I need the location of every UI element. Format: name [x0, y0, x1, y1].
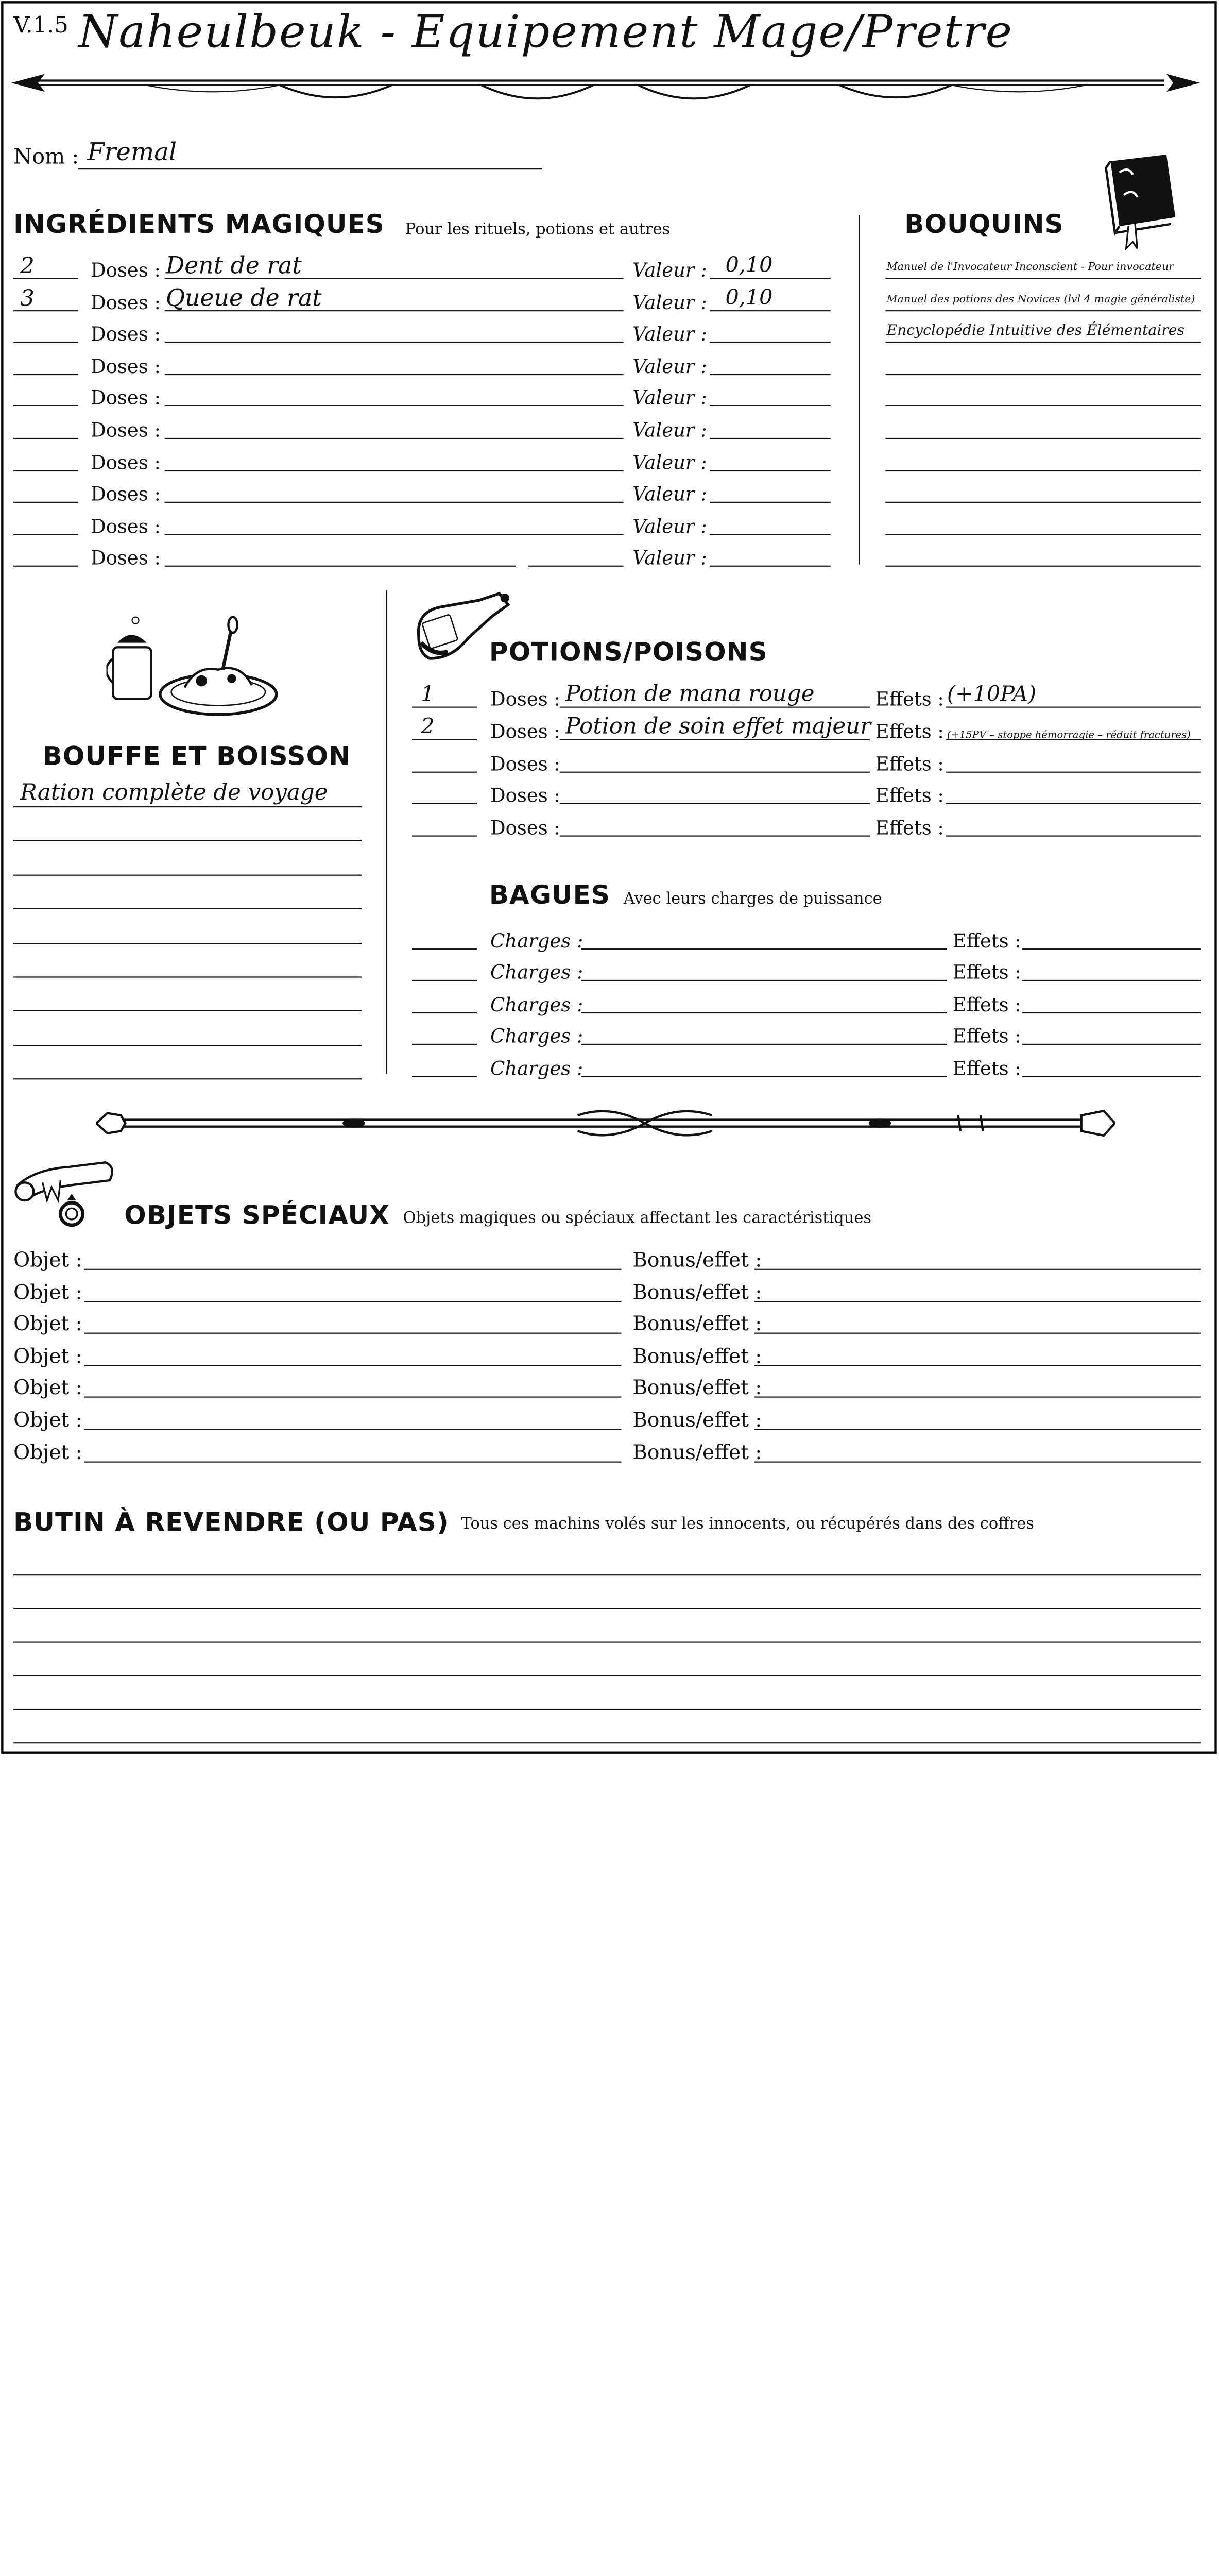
ring-effect-line — [1022, 948, 1201, 950]
ring-effects-label: Effets : — [952, 962, 1021, 985]
loot-line — [13, 1608, 1201, 1609]
ingredient-doses-label: Doses : — [91, 324, 161, 347]
ingredient-value-line — [710, 406, 831, 407]
ring-charges-label: Charges : — [490, 994, 583, 1017]
loot-line — [13, 1641, 1201, 1642]
ingredient-value[interactable]: 0,10 — [725, 253, 773, 278]
potion-effect-line — [946, 771, 1201, 772]
special-object-label: Objet : — [13, 1409, 82, 1433]
special-object-line — [84, 1301, 621, 1302]
ring-effects-label: Effets : — [952, 1026, 1021, 1048]
ingredient-value-label: Valeur : — [632, 292, 707, 314]
ring-charges-label: Charges : — [490, 962, 583, 985]
ingredient-value-label: Valeur : — [632, 484, 707, 506]
ingredient-name-line — [165, 566, 517, 567]
potion-doses-label: Doses : — [490, 721, 560, 743]
potion-qty-line — [412, 771, 477, 772]
loot-subtitle: Tous ces machins volés sur les innocents, ou récupérés dans des coffres — [461, 1515, 1034, 1533]
staff-divider-icon — [96, 1104, 1115, 1142]
rings-heading: BAGUES — [489, 881, 610, 911]
ingredient-doses-label: Doses : — [91, 484, 161, 506]
ingredient-value-line — [710, 502, 831, 503]
special-bonus-line — [754, 1397, 1201, 1398]
ring-qty-line — [412, 1076, 477, 1077]
ingredient-qty-line — [13, 502, 78, 503]
ingredient-doses-label: Doses : — [91, 387, 161, 411]
ingredient-doses-label: Doses : — [91, 260, 161, 282]
special-object-line — [84, 1269, 621, 1270]
ingredient-value-line — [710, 374, 831, 375]
ingredient-qty-line — [13, 374, 78, 375]
food-line — [13, 1079, 362, 1080]
ingredient-value-label: Valeur : — [632, 260, 707, 282]
ring-charges-label: Charges : — [490, 1058, 583, 1080]
potion-effects-label: Effets : — [875, 721, 944, 743]
ring-charges-line — [581, 1044, 947, 1045]
special-heading: OBJETS SPÉCIAUX — [124, 1201, 390, 1231]
food-line — [13, 976, 362, 977]
food-line — [13, 840, 362, 841]
rings-subtitle: Avec leurs charges de puissance — [623, 890, 882, 908]
food-line — [13, 908, 362, 909]
spear-divider-icon — [11, 65, 1200, 112]
special-object-label: Objet : — [13, 1248, 82, 1273]
ingredient-value-label: Valeur : — [632, 420, 707, 443]
ingredient-value-label: Valeur : — [632, 548, 707, 571]
potion-effect[interactable]: (+15PV – stoppe hémorragie – réduit fractures) — [947, 730, 1191, 741]
special-object-label: Objet : — [13, 1345, 82, 1368]
food-line — [13, 874, 362, 875]
ingredients-heading: INGRÉDIENTS MAGIQUES — [13, 210, 385, 240]
ingredient-value-line — [710, 566, 831, 567]
ingredient-value-line — [710, 310, 831, 311]
potions-heading: POTIONS/POISONS — [489, 638, 768, 668]
ring-effects-label: Effets : — [952, 1058, 1021, 1080]
ingredient-qty-line — [13, 278, 78, 279]
potion-effects-label: Effets : — [875, 688, 944, 711]
ingredient-name-line — [165, 470, 624, 471]
book-line — [885, 438, 1201, 439]
potion-qty[interactable]: 1 — [421, 682, 435, 707]
ring-charges-line — [581, 1076, 947, 1077]
version-label: V.1.5 — [13, 11, 68, 38]
ingredient-name-line — [165, 406, 624, 407]
ingredient-qty-line — [13, 534, 78, 535]
food-line — [13, 942, 362, 943]
potion-name-line — [560, 707, 870, 708]
special-object-line — [84, 1461, 621, 1462]
ingredient-name[interactable]: Dent de rat — [165, 252, 302, 279]
ingredient-name-line — [165, 534, 624, 535]
potion-qty-line — [412, 803, 477, 804]
ingredient-name-line — [165, 374, 624, 375]
ingredient-value-line — [710, 278, 831, 279]
potion-qty-line — [412, 836, 477, 837]
book-line — [885, 342, 1201, 343]
potion-doses-label: Doses : — [490, 785, 560, 808]
ingredient-value-label: Valeur : — [632, 355, 707, 379]
ingredients-subtitle: Pour les rituels, potions et autres — [405, 221, 671, 239]
book-line — [885, 502, 1201, 503]
name-label: Nom : — [13, 144, 79, 170]
books-heading: BOUQUINS — [904, 210, 1064, 240]
ring-effect-line — [1022, 1044, 1201, 1045]
special-object-line — [84, 1365, 621, 1366]
special-bonus-line — [754, 1429, 1201, 1430]
special-object-label: Objet : — [13, 1312, 82, 1336]
special-object-line — [84, 1333, 621, 1334]
potion-effect-line — [946, 836, 1201, 837]
ingredient-qty-line — [13, 310, 78, 311]
book-line — [885, 534, 1201, 535]
special-object-label: Objet : — [13, 1440, 82, 1465]
potion-name[interactable]: Potion de soin effet majeur — [565, 711, 871, 739]
ingredient-qty-line — [13, 438, 78, 439]
name-field[interactable]: Fremal — [87, 139, 177, 167]
ingredient-value-line — [710, 534, 831, 535]
potion-doses-label: Doses : — [490, 753, 560, 776]
page-title: Naheulbeuk - Equipement Mage/Pretre — [78, 7, 1014, 59]
ring-effect-line — [1022, 1012, 1201, 1013]
book-line — [885, 470, 1201, 471]
ring-effect-line — [1022, 1076, 1201, 1077]
ingredient-name-line — [165, 342, 624, 343]
ingredient-name-line — [165, 502, 624, 503]
ingredient-qty[interactable]: 2 — [20, 252, 35, 279]
potion-effect-line — [946, 739, 1201, 740]
ingredient-doses-label: Doses : — [91, 420, 161, 443]
ring-qty-line — [412, 1012, 477, 1013]
loot-line — [13, 1675, 1201, 1676]
potion-name-line — [560, 739, 870, 740]
special-subtitle: Objets magiques ou spéciaux affectant les caractéristiques — [403, 1209, 871, 1228]
special-bonus-label: Bonus/effet : — [632, 1377, 762, 1400]
ingredient-name[interactable]: Queue de rat — [165, 284, 322, 311]
scroll-ring-icon — [13, 1156, 116, 1234]
food-line — [13, 806, 362, 807]
potion-effect-line — [946, 707, 1201, 708]
potion-doses-label: Doses : — [490, 818, 560, 840]
potion-qty-line — [412, 707, 477, 708]
special-bonus-line — [754, 1301, 1201, 1302]
potion-qty[interactable]: 2 — [421, 714, 435, 739]
ring-charges-label: Charges : — [490, 1026, 583, 1048]
ingredient-doses-label: Doses : — [91, 452, 161, 474]
loot-heading: BUTIN À REVENDRE (OU PAS) — [13, 1508, 449, 1538]
special-bonus-label: Bonus/effet : — [632, 1280, 762, 1304]
special-bonus-label: Bonus/effet : — [632, 1312, 762, 1336]
ring-effects-label: Effets : — [952, 994, 1021, 1017]
book-line — [885, 406, 1201, 407]
ring-charges-label: Charges : — [490, 930, 583, 953]
ingredient-value-label: Valeur : — [632, 387, 707, 411]
food-heading: BOUFFE ET BOISSON — [42, 742, 351, 772]
potion-name-line — [560, 771, 870, 772]
food-plate-icon — [106, 614, 285, 720]
ingredient-qty-line — [13, 406, 78, 407]
ring-charges-line — [581, 1012, 947, 1013]
book-line — [885, 278, 1201, 279]
ingredient-name-line — [528, 566, 624, 567]
book-entry[interactable]: Manuel de l'Invocateur Inconscient - Pour invocateur — [886, 261, 1174, 274]
ring-charges-line — [581, 980, 947, 981]
potion-name-line — [560, 836, 870, 837]
ingredient-value-line — [710, 438, 831, 439]
potion-doses-label: Doses : — [490, 688, 560, 711]
book-entry[interactable]: Encyclopédie Intuitive des Élémentaires — [886, 323, 1185, 340]
ingredient-value[interactable]: 0,10 — [725, 285, 773, 310]
ring-effects-label: Effets : — [952, 930, 1021, 953]
special-bonus-line — [754, 1333, 1201, 1334]
food-item[interactable]: Ration complète de voyage — [20, 778, 328, 805]
ingredient-qty-line — [13, 470, 78, 471]
special-bonus-line — [754, 1269, 1201, 1270]
special-bonus-label: Bonus/effet : — [632, 1345, 762, 1368]
potion-effects-label: Effets : — [875, 785, 944, 808]
special-bonus-label: Bonus/effet : — [632, 1440, 762, 1465]
ingredient-name-line — [165, 438, 624, 439]
ingredient-doses-label: Doses : — [91, 516, 161, 539]
loot-line — [13, 1709, 1201, 1710]
spellbook-icon — [1095, 150, 1182, 251]
ingredient-qty-line — [13, 342, 78, 343]
special-object-label: Objet : — [13, 1377, 82, 1400]
book-entry[interactable]: Manuel des potions des Novices (lvl 4 magie généraliste) — [886, 293, 1195, 306]
ingredient-doses-label: Doses : — [91, 355, 161, 379]
ingredient-value-label: Valeur : — [632, 452, 707, 474]
special-bonus-line — [754, 1365, 1201, 1366]
potion-qty-line — [412, 739, 477, 740]
food-line — [13, 1010, 362, 1011]
potion-effect[interactable]: (+10PA) — [947, 682, 1037, 707]
special-bonus-line — [754, 1461, 1201, 1462]
ingredient-value-label: Valeur : — [632, 324, 707, 347]
name-underline — [78, 168, 542, 169]
food-line — [13, 1045, 362, 1046]
ingredient-value-line — [710, 470, 831, 471]
ingredient-name-line — [165, 278, 624, 279]
loot-line — [13, 1574, 1201, 1575]
potion-name[interactable]: Potion de mana rouge — [565, 680, 815, 707]
ingredient-doses-label: Doses : — [91, 548, 161, 571]
ring-effect-line — [1022, 980, 1201, 981]
ingredient-qty[interactable]: 3 — [20, 284, 35, 311]
ring-qty-line — [412, 948, 477, 950]
special-object-line — [84, 1397, 621, 1398]
book-line — [885, 310, 1201, 311]
ring-qty-line — [412, 1044, 477, 1045]
potion-effects-label: Effets : — [875, 818, 944, 840]
ring-qty-line — [412, 980, 477, 981]
potion-effect-line — [946, 803, 1201, 804]
potion-effects-label: Effets : — [875, 753, 944, 776]
ingredient-value-line — [710, 342, 831, 343]
special-bonus-label: Bonus/effet : — [632, 1409, 762, 1433]
special-object-label: Objet : — [13, 1280, 82, 1304]
special-object-line — [84, 1429, 621, 1430]
ingredient-qty-line — [13, 566, 78, 567]
ingredient-value-label: Valeur : — [632, 516, 707, 539]
special-bonus-label: Bonus/effet : — [632, 1248, 762, 1273]
book-line — [885, 374, 1201, 375]
potion-name-line — [560, 803, 870, 804]
ingredient-doses-label: Doses : — [91, 292, 161, 314]
loot-line — [13, 1742, 1201, 1743]
ingredient-name-line — [165, 310, 624, 311]
food-divider — [386, 590, 387, 1074]
ring-charges-line — [581, 948, 947, 950]
books-divider — [859, 215, 860, 564]
book-line — [885, 566, 1201, 567]
